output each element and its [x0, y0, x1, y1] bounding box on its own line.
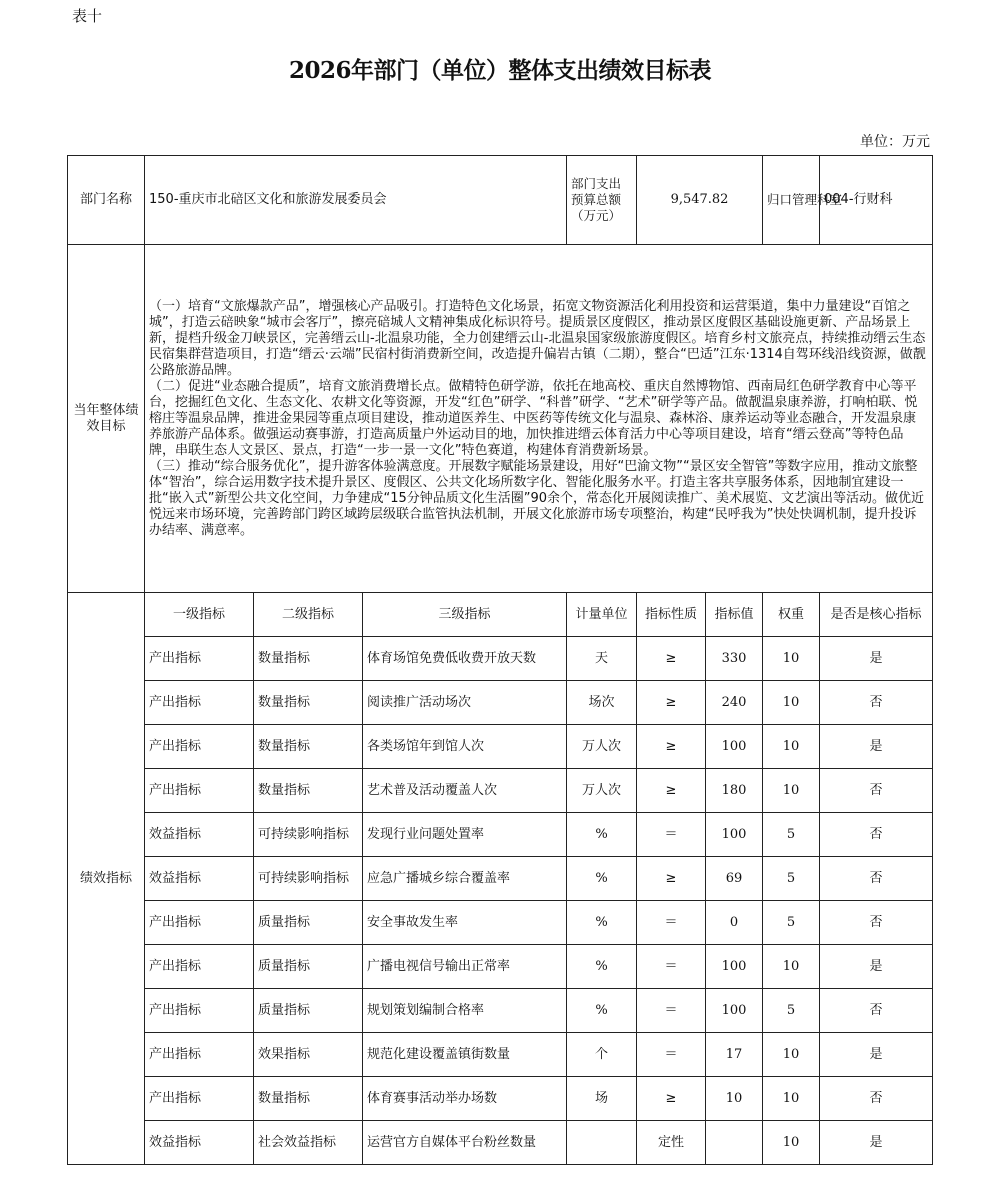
header-level2: 二级指标 — [254, 593, 363, 637]
cell-core: 否 — [820, 989, 933, 1033]
indicator-row — [68, 681, 933, 725]
cell-core: 是 — [820, 1121, 933, 1165]
cell-core: 否 — [820, 681, 933, 725]
cell-core: 是 — [820, 637, 933, 681]
cell-unit: % — [567, 901, 637, 945]
cell-level2: 社会效益指标 — [254, 1121, 363, 1165]
indicator-row — [68, 725, 933, 769]
indicator-row — [68, 769, 933, 813]
cell-level2: 数量指标 — [254, 769, 363, 813]
cell-level3: 规范化建设覆盖镇街数量 — [363, 1033, 567, 1077]
indicator-row — [68, 1121, 933, 1165]
cell-nature: ≥ — [637, 637, 706, 681]
cell-level1: 产出指标 — [145, 989, 254, 1033]
cell-level1: 效益指标 — [145, 857, 254, 901]
cell-value: 17 — [706, 1033, 763, 1077]
cell-nature: ＝ — [637, 989, 706, 1033]
cell-nature: ≥ — [637, 725, 706, 769]
indicator-row — [68, 813, 933, 857]
cell-core: 是 — [820, 725, 933, 769]
unit-label: 单位：万元 — [860, 134, 930, 150]
indicators-label: 绩效指标 — [68, 593, 145, 1165]
indicator-row — [68, 989, 933, 1033]
dept-name-label: 部门名称 — [68, 156, 145, 245]
cell-nature: ≥ — [637, 681, 706, 725]
cell-unit: 万人次 — [567, 725, 637, 769]
cell-core: 否 — [820, 901, 933, 945]
cell-value: 100 — [706, 989, 763, 1033]
cell-unit: % — [567, 945, 637, 989]
cell-level3: 体育赛事活动举办场数 — [363, 1077, 567, 1121]
cell-unit: % — [567, 857, 637, 901]
cell-level3: 安全事故发生率 — [363, 901, 567, 945]
cell-unit: 个 — [567, 1033, 637, 1077]
cell-value: 100 — [706, 945, 763, 989]
cell-level1: 效益指标 — [145, 1121, 254, 1165]
cell-unit — [567, 1121, 637, 1165]
cell-unit: 场 — [567, 1077, 637, 1121]
cell-weight: 10 — [763, 725, 820, 769]
cell-nature: ＝ — [637, 945, 706, 989]
cell-level1: 产出指标 — [145, 769, 254, 813]
cell-level1: 产出指标 — [145, 1033, 254, 1077]
cell-nature: ≥ — [637, 857, 706, 901]
header-nature: 指标性质 — [637, 593, 706, 637]
cell-level2: 数量指标 — [254, 681, 363, 725]
goal-paragraph-3: （三）推动“综合服务优化”，提升游客体验满意度。开展数字赋能场景建设，用好“巴渝文物”“景区安全智管”等数字应用，推动文旅整体“智治”，综合运用数字技术提升景区、度假区、公共文化场所数字化、智能化服务水平。打造主客共享服务体系，因地制宜建设一批“嵌入式”新型公共文化空间，力争建成“15分钟品质文化生活圈”90余个，常态化开展阅读推广、美术展览、文艺演出等活动。做优近悦远来市场环境，完善跨部门跨区域跨层级联合监管执法机制，开展文化旅游市场专项整治，构建“民呼我为”快处快调机制，提升投诉办结率、满意率。 — [149, 458, 925, 538]
cell-level1: 产出指标 — [145, 945, 254, 989]
cell-level3: 艺术普及活动覆盖人次 — [363, 769, 567, 813]
budget-label: 部门支出预算总额（万元） — [567, 156, 637, 245]
cell-level1: 产出指标 — [145, 681, 254, 725]
cell-value — [706, 1121, 763, 1165]
goals-text — [145, 245, 933, 593]
cell-weight: 5 — [763, 901, 820, 945]
cell-level1: 产出指标 — [145, 637, 254, 681]
cell-weight: 10 — [763, 769, 820, 813]
header-level1: 一级指标 — [145, 593, 254, 637]
cell-weight: 10 — [763, 1033, 820, 1077]
budget-value: 9,547.82 — [637, 156, 763, 245]
cell-level2: 效果指标 — [254, 1033, 363, 1077]
cell-core: 否 — [820, 857, 933, 901]
cell-unit: 万人次 — [567, 769, 637, 813]
dept-info-row — [68, 156, 933, 245]
cell-value: 240 — [706, 681, 763, 725]
cell-core: 否 — [820, 813, 933, 857]
cell-weight: 10 — [763, 637, 820, 681]
cell-weight: 10 — [763, 681, 820, 725]
cell-level3: 规划策划编制合格率 — [363, 989, 567, 1033]
indicator-row — [68, 1033, 933, 1077]
cell-unit: 天 — [567, 637, 637, 681]
indicator-row — [68, 945, 933, 989]
cell-level2: 数量指标 — [254, 1077, 363, 1121]
indicator-row — [68, 1077, 933, 1121]
cell-nature: ＝ — [637, 1033, 706, 1077]
header-level3: 三级指标 — [363, 593, 567, 637]
cell-weight: 10 — [763, 945, 820, 989]
cell-level2: 质量指标 — [254, 945, 363, 989]
header-value: 指标值 — [706, 593, 763, 637]
cell-value: 180 — [706, 769, 763, 813]
cell-unit: 场次 — [567, 681, 637, 725]
cell-level2: 质量指标 — [254, 901, 363, 945]
cell-level1: 产出指标 — [145, 901, 254, 945]
cell-core: 是 — [820, 1033, 933, 1077]
page-title: 2026年部门（单位）整体支出绩效目标表 — [288, 57, 711, 84]
cell-weight: 5 — [763, 989, 820, 1033]
cell-value: 10 — [706, 1077, 763, 1121]
cell-level2: 质量指标 — [254, 989, 363, 1033]
cell-level2: 数量指标 — [254, 637, 363, 681]
cell-level3: 体育场馆免费低收费开放天数 — [363, 637, 567, 681]
goals-row — [68, 245, 933, 593]
cell-nature: ≥ — [637, 769, 706, 813]
indicator-header-row — [68, 593, 933, 637]
cell-nature: 定性 — [637, 1121, 706, 1165]
cell-nature: ≥ — [637, 1077, 706, 1121]
cell-weight: 5 — [763, 857, 820, 901]
cell-level3: 运营官方自媒体平台粉丝数量 — [363, 1121, 567, 1165]
cell-level3: 各类场馆年到馆人次 — [363, 725, 567, 769]
cell-level3: 广播电视信号输出正常率 — [363, 945, 567, 989]
cell-weight: 10 — [763, 1077, 820, 1121]
indicator-row — [68, 857, 933, 901]
cell-level2: 数量指标 — [254, 725, 363, 769]
dept-name-value: 150-重庆市北碚区文化和旅游发展委员会 — [145, 156, 567, 245]
cell-level2: 可持续影响指标 — [254, 857, 363, 901]
header-weight: 权重 — [763, 593, 820, 637]
cell-core: 是 — [820, 945, 933, 989]
cell-value: 100 — [706, 725, 763, 769]
cell-value: 69 — [706, 857, 763, 901]
cell-level1: 产出指标 — [145, 1077, 254, 1121]
cell-unit: % — [567, 989, 637, 1033]
mgmt-dept-label: 归口管理科室 — [763, 156, 820, 245]
cell-level3: 阅读推广活动场次 — [363, 681, 567, 725]
cell-level2: 可持续影响指标 — [254, 813, 363, 857]
cell-level3: 应急广播城乡综合覆盖率 — [363, 857, 567, 901]
cell-level1: 产出指标 — [145, 725, 254, 769]
goals-label: 当年整体绩效目标 — [68, 245, 145, 593]
cell-nature: ＝ — [637, 813, 706, 857]
cell-nature: ＝ — [637, 901, 706, 945]
goal-paragraph-2: （二）促进“业态融合提质”，培育文旅消费增长点。做精特色研学游，依托在地高校、重庆自然博物馆、西南局红色研学教育中心等平台，挖掘红色文化、生态文化、农耕文化等资源，开发“红色”研学、“科普”研学、“艺术”研学等产品。做靓温泉康养游，打响柏联、悦榕庄等温泉品牌，推进金果园等重点项目建设，推动道医养生、中医药等传统文化与温泉、森林浴、康养运动等业态融合，开发温泉康养旅游产品体系。做强运动赛事游，打造高质量户外运动目的地，加快推进缙云体育活力中心等项目建设，培育“缙云登高”等特色品牌，串联生态人文景区、景点，打造“一步一景一文化”特色赛道，构建体育消费新场景。 — [149, 378, 918, 458]
cell-value: 0 — [706, 901, 763, 945]
goal-paragraph-1: （一）培育“文旅爆款产品”，增强核心产品吸引。打造特色文化场景，拓宽文物资源活化利用投资和运营渠道，集中力量建设“百馆之城”，打造云碚映象“城市会客厅”，擦亮碚城人文精神集成化标识符号。提质景区度假区，推动景区度假区基础设施更新、产品场景上新，提档升级金刀峡景区，完善缙云山-北温泉功能，全力创建缙云山-北温泉国家级旅游度假区。培育乡村文旅亮点，持续推动缙云生态民宿集群营造项目，打造“缙云·云端”民宿村街消费新空间，改造提升偏岩古镇（二期），整合“巴适”江东·1314自驾环线沿线资源，做靓公路旅游品牌。 — [149, 298, 926, 378]
cell-weight: 5 — [763, 813, 820, 857]
cell-level1: 效益指标 — [145, 813, 254, 857]
cell-value: 330 — [706, 637, 763, 681]
performance-table — [67, 155, 933, 1165]
indicator-row — [68, 901, 933, 945]
cell-level3: 发现行业问题处置率 — [363, 813, 567, 857]
cell-core: 否 — [820, 769, 933, 813]
cell-unit: % — [567, 813, 637, 857]
cell-value: 100 — [706, 813, 763, 857]
cell-weight: 10 — [763, 1121, 820, 1165]
header-unit: 计量单位 — [567, 593, 637, 637]
table-number: 表十 — [72, 7, 103, 25]
header-core: 是否是核心指标 — [820, 593, 933, 637]
indicator-row — [68, 637, 933, 681]
cell-core: 否 — [820, 1077, 933, 1121]
mgmt-dept-value: 004-行财科 — [820, 156, 933, 245]
